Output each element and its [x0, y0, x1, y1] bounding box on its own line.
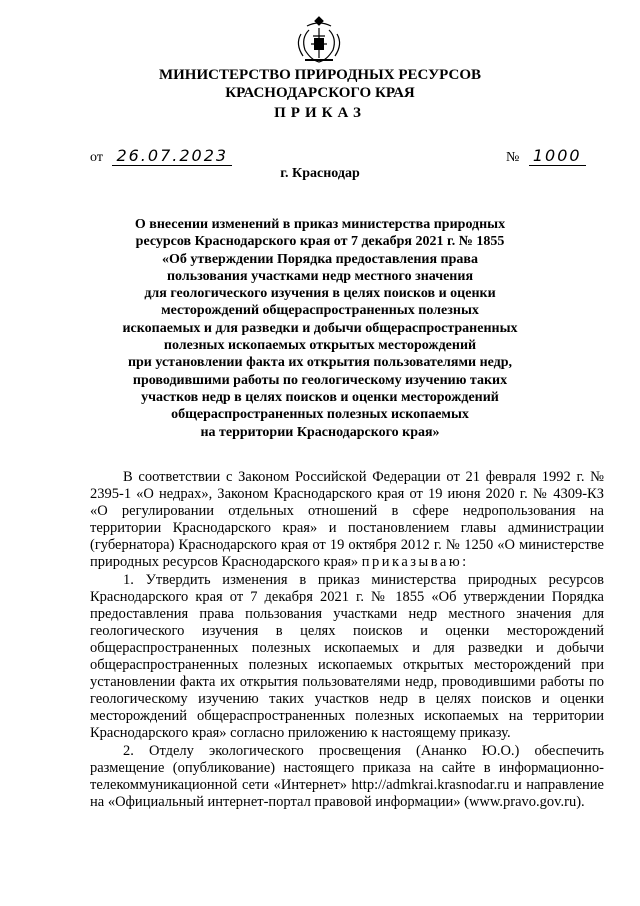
subject-line: общераспространенных полезных ископаемых	[171, 407, 469, 423]
ministry-name	[0, 66, 640, 102]
preamble-paragraph	[90, 469, 604, 572]
subject-line: О внесении изменений в приказ министерства природных	[134, 217, 506, 232]
subject-line: ресурсов Краснодарского края от 7 декабря 2021 г. № 1855	[135, 234, 505, 250]
subject-line: участков недр в целях поисков и оценки месторождений	[141, 389, 499, 405]
order-subject	[0, 216, 640, 441]
order-number	[506, 146, 586, 166]
order-word: приказываю:	[361, 554, 469, 571]
subject-line: на территории Краснодарского края»	[200, 424, 440, 440]
subject-line: для геологического изучения в целях поисков и оценки	[144, 286, 496, 302]
subject-line: проводившими работы по геологическому изучению таких	[132, 372, 508, 388]
number-value: 1000	[529, 146, 586, 166]
date-label: от	[90, 150, 103, 165]
date-value: 26.07.2023	[112, 146, 232, 166]
preamble-text: В соответствии с Законом Российской Федерации от 21 февраля 1992 г. № 2395-1 «О недрах», Законом Краснодарского края от 19 июня 2020 г. № 4309-КЗ «О регулировании отдельных отношений в сфере недропользования на территории Краснодарского края» и постановлением главы администрации (губернатора) Краснодарского края от 19 октября 2012 г. № 1250 «О министерстве природных ресурсов Краснодарского края»	[90, 469, 604, 571]
document-title: ПРИКАЗ	[274, 105, 366, 121]
order-date	[90, 146, 232, 166]
subject-line: ископаемых и для разведки и добычи общераспространенных	[122, 320, 518, 336]
city-name: г. Краснодар	[280, 166, 360, 181]
krasnodar-coat-of-arms-icon	[293, 14, 345, 66]
item-1-paragraph: 1. Утвердить изменения в приказ министерства природных ресурсов Краснодарского края от 7 декабря 2021 г. № 1855 «Об утверждении Порядка предоставления права пользования участками недр местного значения для геологического изучения в целях поисков и оценки месторождений общераспространенных полезных ископаемых и для разведки и добычи общераспространенных полезных ископаемых открытых месторождений при установлении факта их открытия пользователями недр, проводившими работы по геологическому изучению таких участков недр в целях поисков и оценки месторождений общераспространенных полезных ископаемых на территории Краснодарского края» согласно приложению к настоящему приказу.	[90, 571, 604, 742]
subject-line: полезных ископаемых открытых месторождений	[163, 338, 477, 354]
subject-line: месторождений общераспространенных полезных	[161, 303, 479, 319]
item-2-paragraph: 2. Отделу экологического просвещения (Ананко Ю.О.) обеспечить размещение (опубликование) настоящего приказа на сайте в информационно-телекоммуникационной сети «Интернет» http://admkrai.krasnodar.ru и направление на «Официальный интернет-портал правовой информации» (www.pravo.gov.ru).	[90, 742, 604, 810]
subject-line: «Об утверждении Порядка предоставления права	[162, 251, 478, 267]
number-label: №	[506, 150, 520, 165]
subject-line: пользования участками недр местного значения	[166, 268, 474, 284]
subject-line: при установлении факта их открытия пользователями недр,	[127, 355, 513, 371]
ministry-line-1: МИНИСТЕРСТВО ПРИРОДНЫХ РЕСУРСОВ	[158, 67, 482, 83]
ministry-line-2: КРАСНОДАРСКОГО КРАЯ	[225, 85, 415, 101]
order-body	[90, 469, 604, 811]
